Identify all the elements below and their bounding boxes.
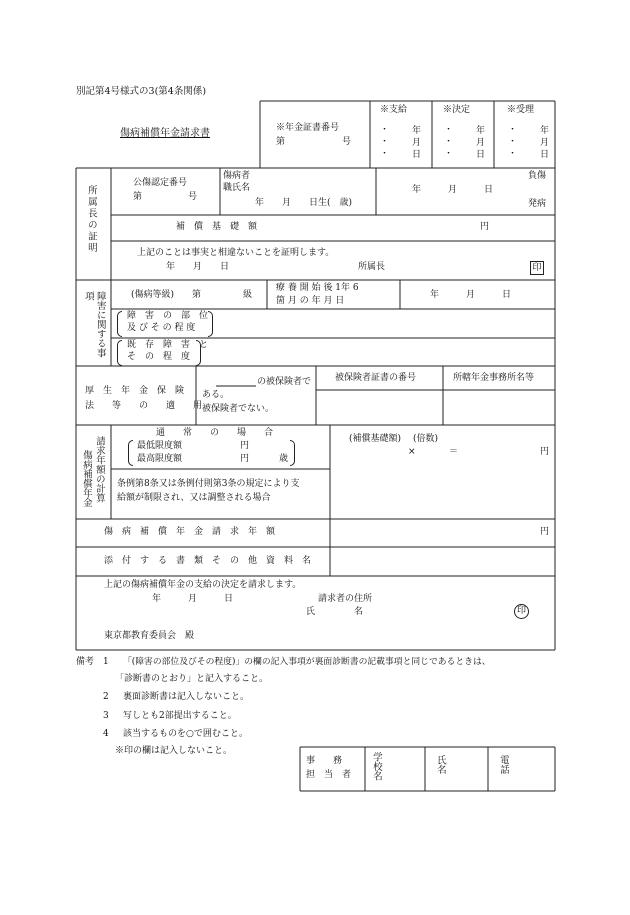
status-month: 月 [540,138,550,148]
max-sai: 歳 [279,454,289,464]
status-dot: ・ [508,137,518,147]
kosho-go: 号 [188,192,198,202]
note-star-text: ※印の欄は記入しないこと。 [115,746,233,756]
section4-vertical-b: 請求年額の計算 [93,436,105,503]
status-year: 年 [540,126,550,136]
max-label: 最高限度額 [137,454,183,464]
status-dot: ・ [444,137,454,147]
calc-yen: 円 [540,447,550,457]
chief-label: 所属長 [358,262,386,272]
status-day: 日 [476,150,486,160]
note-4-num: 4 [103,729,109,739]
form-title: 傷病補償年金請求書 [120,128,210,139]
addressee: 東京都教育委員会 殿 [104,631,195,641]
site-label-1: 障 害 の 部 位 [127,311,209,321]
section2-vertical-label: 障害に関する事項 [82,291,106,358]
requester-name-shi: 氏 [306,607,316,617]
status-dot: ・ [444,149,454,159]
staff-school-label: 学校名 [370,752,382,781]
office-label: 所轄年金事務所名等 [453,373,535,383]
status-dot: ・ [380,149,390,159]
calc-head-multiplier: (倍数) [413,434,439,444]
grade-kyu: 級 [243,290,253,300]
calc-times: × [408,447,416,457]
note-3-text: 写しとも2部提出すること。 [123,711,237,721]
status-dot: ・ [508,149,518,159]
status-year: 年 [412,126,422,136]
pension-cert-go: 号 [342,137,352,147]
insured-text-3: 被保険者でない。 [202,404,275,414]
attach-label: 添 付 す る 書 類 そ の 他 資 料 名 [104,556,312,566]
status-day: 日 [412,150,422,160]
requester-name-mei: 名 [354,607,364,617]
status-dot: ・ [380,125,390,135]
insured-text-1: の被保険者で [257,377,312,387]
kosho-dai: 第 [133,192,143,202]
requester-seal-mark: 印 [514,604,529,619]
status-dot: ・ [444,125,454,135]
calc-equals: ＝ [449,447,459,457]
status-head: ※受理 [507,105,535,115]
status-head: ※決定 [443,105,471,115]
note-2-num: 2 [103,692,109,702]
min-yen: 円 [240,441,250,451]
base-amount-label: 補 償 基 礎 額 [176,222,258,232]
certify-text: 上記のことは事実と相違ないことを証明します。 [137,248,335,258]
section4-vertical-a: 傷病補償年金 [80,450,92,507]
status-year: 年 [476,126,486,136]
pension-cert-label: ※年金証書番号 [276,123,340,133]
rule-text-2: 給額が制限され、又は調整される場合 [117,493,271,503]
kosho-label: 公傷認定番号 [133,178,188,188]
request-date: 年 月 日 [152,594,234,604]
normal-case-label: 通 常 の 場 合 [156,428,274,438]
site-bracket-right [208,311,213,337]
note-1-num: 1 [103,657,109,667]
limit-bracket-right [290,440,295,466]
pre-label-2: そ の 程 度 [127,352,191,362]
staff-jimu: 事 務 [306,756,343,766]
max-yen: 円 [240,454,250,464]
limit-bracket-left [128,440,133,466]
injured-name-label: 職氏名 [223,183,251,193]
status-month: 月 [412,138,422,148]
chief-seal-mark: 印 [530,261,544,275]
form-id: 別記第4号様式の3(第4条関係) [76,86,207,97]
note-1-text-b: 「診断書のとおり」と記入すること。 [115,674,269,684]
cert-no-label: 被保険者証書の番号 [335,373,417,383]
site-bracket-left [117,311,122,337]
base-amount-yen: 円 [480,222,490,232]
after-treat-date: 年 月 日 [430,290,512,300]
status-day: 日 [540,150,550,160]
injury-hatsubyo: 発病 [528,199,547,209]
annual-amount-yen: 円 [540,527,550,537]
injured-birth: 年 月 日生( 歳) [255,198,353,208]
after-treat-line1: 療 養 開 始 後 1年 6 [276,283,359,293]
status-head: ※支給 [380,105,408,115]
section1-vertical-label: 所属長の証明 [85,185,97,254]
pre-label-1: 既 存 障 害 と [127,340,209,350]
calc-head-base: (補償基礎額) [349,434,402,444]
pension-cert-dai: 第 [276,137,286,147]
injured-label: 傷病者 [223,171,251,181]
status-month: 月 [476,138,486,148]
notes-head: 備考 [76,657,95,667]
insured-text-2: ある。 [202,390,230,400]
note-1-text-a: 「(障害の部位及びその程度)」の欄の記入事項が裏面診断書の記載事項と同じであるときは、 [123,657,491,667]
annual-amount-label: 傷 病 補 償 年 金 請 求 年 額 [104,527,276,537]
grade-label: (傷病等級) [131,290,175,300]
pre-bracket-left [117,340,122,366]
grade-dai: 第 [192,290,202,300]
note-4-text: 該当するものを○で囲むこと。 [123,729,248,739]
note-3-num: 3 [103,711,109,721]
pension-label-2: 法 等 の 適 用 [85,401,203,411]
injury-date: 年 月 日 [412,185,494,195]
injury-fusho: 負傷 [528,171,547,181]
rule-text-1: 条例第8条又は条例付則第3条の規定により支 [117,479,300,489]
certify-date: 年 月 日 [166,262,230,272]
min-label: 最低限度額 [137,441,183,451]
request-text: 上記の傷病補償年金の支給の決定を請求します。 [104,580,302,590]
pension-label-1: 厚 生 年 金 保 険 [85,386,185,396]
status-dot: ・ [508,125,518,135]
requester-address-label: 請求者の住所 [318,594,373,604]
note-2-text: 裏面診断書は記入しないこと。 [123,692,250,702]
staff-tanto: 担 当 者 [306,770,352,780]
after-treat-line2: 箇 月 の 年 月 日 [276,296,345,306]
status-dot: ・ [380,137,390,147]
staff-name-label: 氏名 [434,755,446,774]
site-label-2: 及 び そ の 程 度 [127,323,196,333]
staff-tel-label: 電話 [497,755,509,774]
